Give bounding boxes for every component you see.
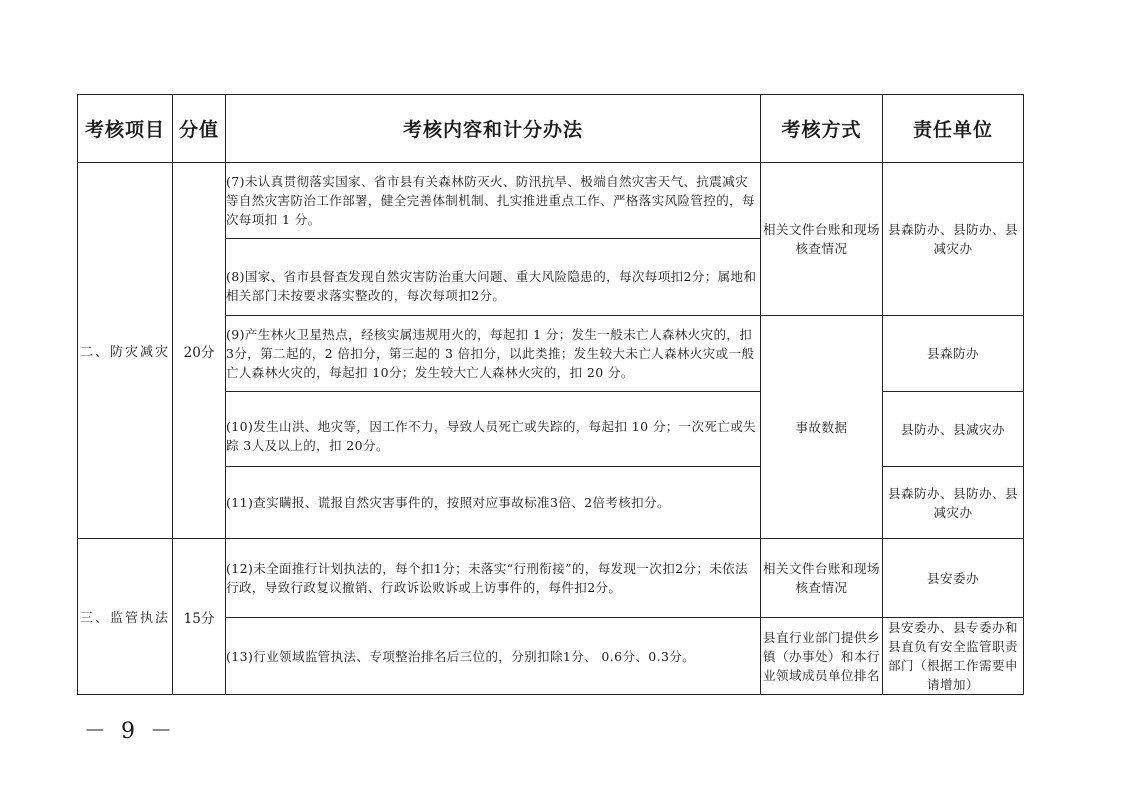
rule-text: (11)查实瞒报、谎报自然灾害事件的，按照对应事故标准3倍、2倍考核扣分。 xyxy=(226,467,761,539)
page-number: － 9 － xyxy=(84,719,176,744)
unit-cell: 县安委办 xyxy=(883,539,1024,618)
section-item: 三、监管执法 xyxy=(78,539,173,695)
rule-text: (7)未认真贯彻落实国家、省市县有关森林防灭火、防汛抗旱、极端自然灾害天气、抗震减灾等自然灾害防治工作部署，健全完善体制机制、扎实推进重点工作、严格落实风险管控的，每次每项扣 1 分。 xyxy=(226,163,761,239)
table-row xyxy=(78,539,1024,618)
section-score: 15分 xyxy=(173,539,226,695)
rule-text: (10)发生山洪、地灾等，因工作不力，导致人员死亡或失踪的，每起扣 10 分；一次死亡或失踪 3人及以上的，扣 20分。 xyxy=(226,392,761,467)
unit-cell: 县森防办、县防办、县减灾办 xyxy=(883,467,1024,539)
section-item: 二、防灾减灾 xyxy=(78,163,173,539)
method-cell: 事故数据 xyxy=(761,316,883,539)
method-cell: 相关文件台账和现场核查情况 xyxy=(761,539,883,618)
header-unit: 责任单位 xyxy=(883,95,1024,163)
method-cell: 县直行业部门提供乡镇（办事处）和本行业领域成员单位排名 xyxy=(761,618,883,695)
header-content: 考核内容和计分办法 xyxy=(226,95,761,163)
table-row xyxy=(78,163,1024,239)
assessment-table xyxy=(77,94,1024,695)
unit-cell: 县森防办 xyxy=(883,316,1024,392)
rule-text: (9)产生林火卫星热点，经核实属违规用火的，每起扣 1 分；发生一般未亡人森林火灾的，扣 3分，第二起的，2 倍扣分，第三起的 3 倍扣分，以此类推；发生较大未亡人森林火灾或一般亡人森林火灾的，每起扣 10分；发生较大亡人森林火灾的，扣 20 分。 xyxy=(226,316,761,392)
section-score: 20分 xyxy=(173,163,226,539)
rule-text: (12)未全面推行计划执法的，每个扣1分；未落实“行刑衔接”的，每发现一次扣2分；未依法行政，导致行政复议撤销、行政诉讼败诉或上访事件的，每件扣2分。 xyxy=(226,539,761,618)
rule-text: (8)国家、省市县督查发现自然灾害防治重大问题、重大风险隐患的，每次每项扣2分；属地和相关部门未按要求落实整改的，每次每项扣2分。 xyxy=(226,239,761,316)
header-method: 考核方式 xyxy=(761,95,883,163)
rule-text: (13)行业领域监管执法、专项整治排名后三位的，分别扣除1分、 0.6分、0.3分。 xyxy=(226,618,761,695)
header-row xyxy=(78,95,1024,163)
unit-cell: 县安委办、县专委办和县直负有安全监管职责部门（根据工作需要申请增加） xyxy=(883,618,1024,695)
method-cell: 相关文件台账和现场核查情况 xyxy=(761,163,883,316)
unit-cell: 县防办、县减灾办 xyxy=(883,392,1024,467)
unit-cell: 县森防办、县防办、县减灾办 xyxy=(883,163,1024,316)
header-score: 分值 xyxy=(173,95,226,163)
header-item: 考核项目 xyxy=(78,95,173,163)
